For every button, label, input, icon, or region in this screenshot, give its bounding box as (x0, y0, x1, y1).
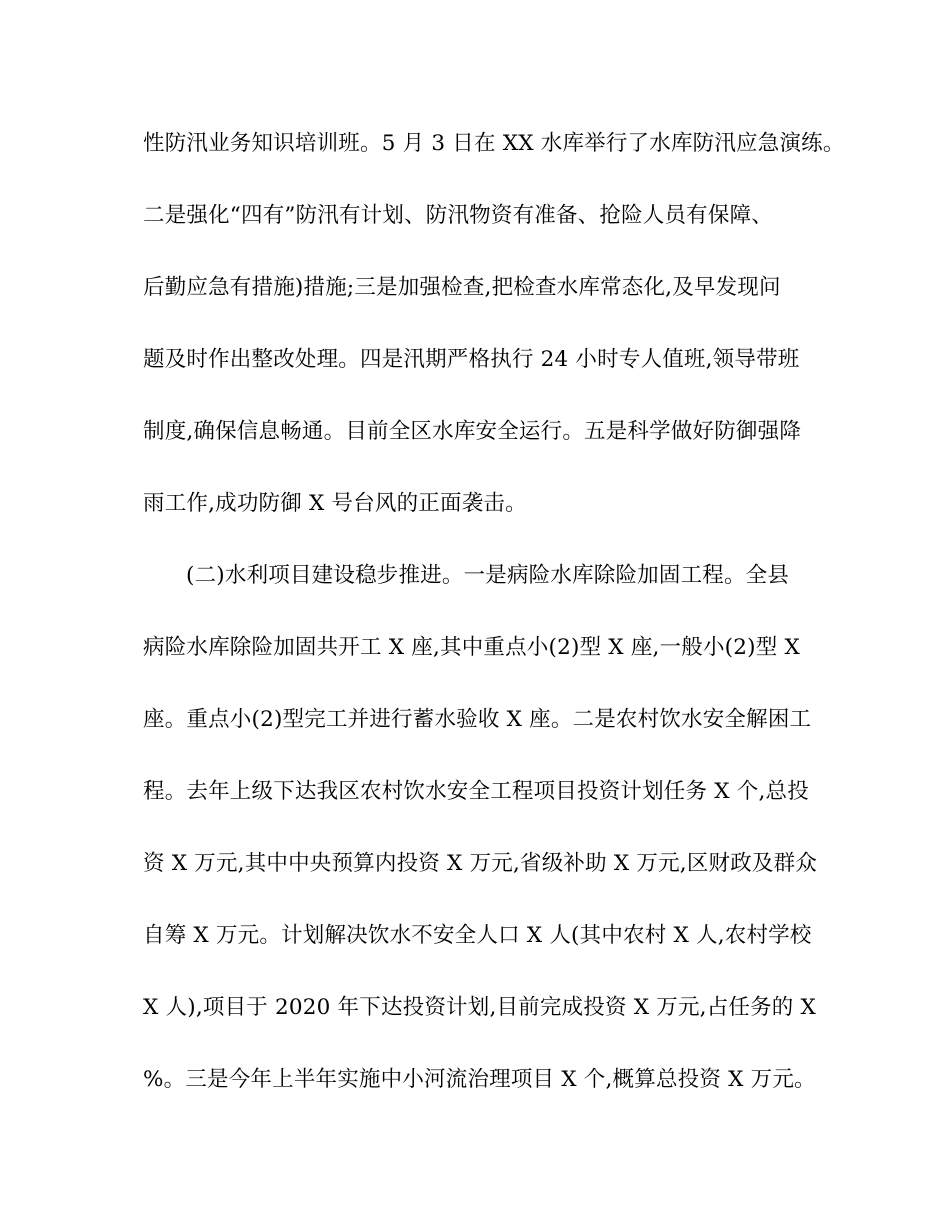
paragraph-start-line: (二)水利项目建设稳步推进。一是病险水库除险加固工程。全县 (186, 563, 790, 588)
text-line: 后勤应急有措施)措施;三是加强检查,把检查水库常态化,及早发现问 (143, 275, 781, 300)
text-line: %。三是今年上半年实施中小河流治理项目 X 个,概算总投资 X 万元。 (143, 1067, 816, 1092)
text-line: 二是强化“四有”防汛有计划、防汛物资有准备、抢险人员有保障、 (143, 203, 773, 228)
text-line: 性防汛业务知识培训班。5 月 3 日在 XX 水库举行了水库防汛应急演练。 (143, 131, 845, 156)
text-line: 程。去年上级下达我区农村饮水安全工程项目投资计划任务 X 个,总投 (143, 779, 809, 804)
text-line: 座。重点小(2)型完工并进行蓄水验收 X 座。二是农村饮水安全解困工 (143, 707, 812, 732)
text-line: X 人),项目于 2020 年下达投资计划,目前完成投资 X 万元,占任务的 X (143, 995, 817, 1020)
text-line: 题及时作出整改处理。四是汛期严格执行 24 小时专人值班,领导带班 (143, 347, 800, 372)
text-line: 自筹 X 万元。计划解决饮水不安全人口 X 人(其中农村 X 人,农村学校 (143, 923, 812, 948)
text-line: 病险水库除险加固共开工 X 座,其中重点小(2)型 X 座,一般小(2)型 X (143, 635, 800, 660)
text-line: 制度,确保信息畅通。目前全区水库安全运行。五是科学做好防御强降 (143, 419, 802, 444)
text-line: 雨工作,成功防御 X 号台风的正面袭击。 (143, 491, 527, 516)
text-line: 资 X 万元,其中中央预算内投资 X 万元,省级补助 X 万元,区财政及群众 (143, 851, 818, 876)
